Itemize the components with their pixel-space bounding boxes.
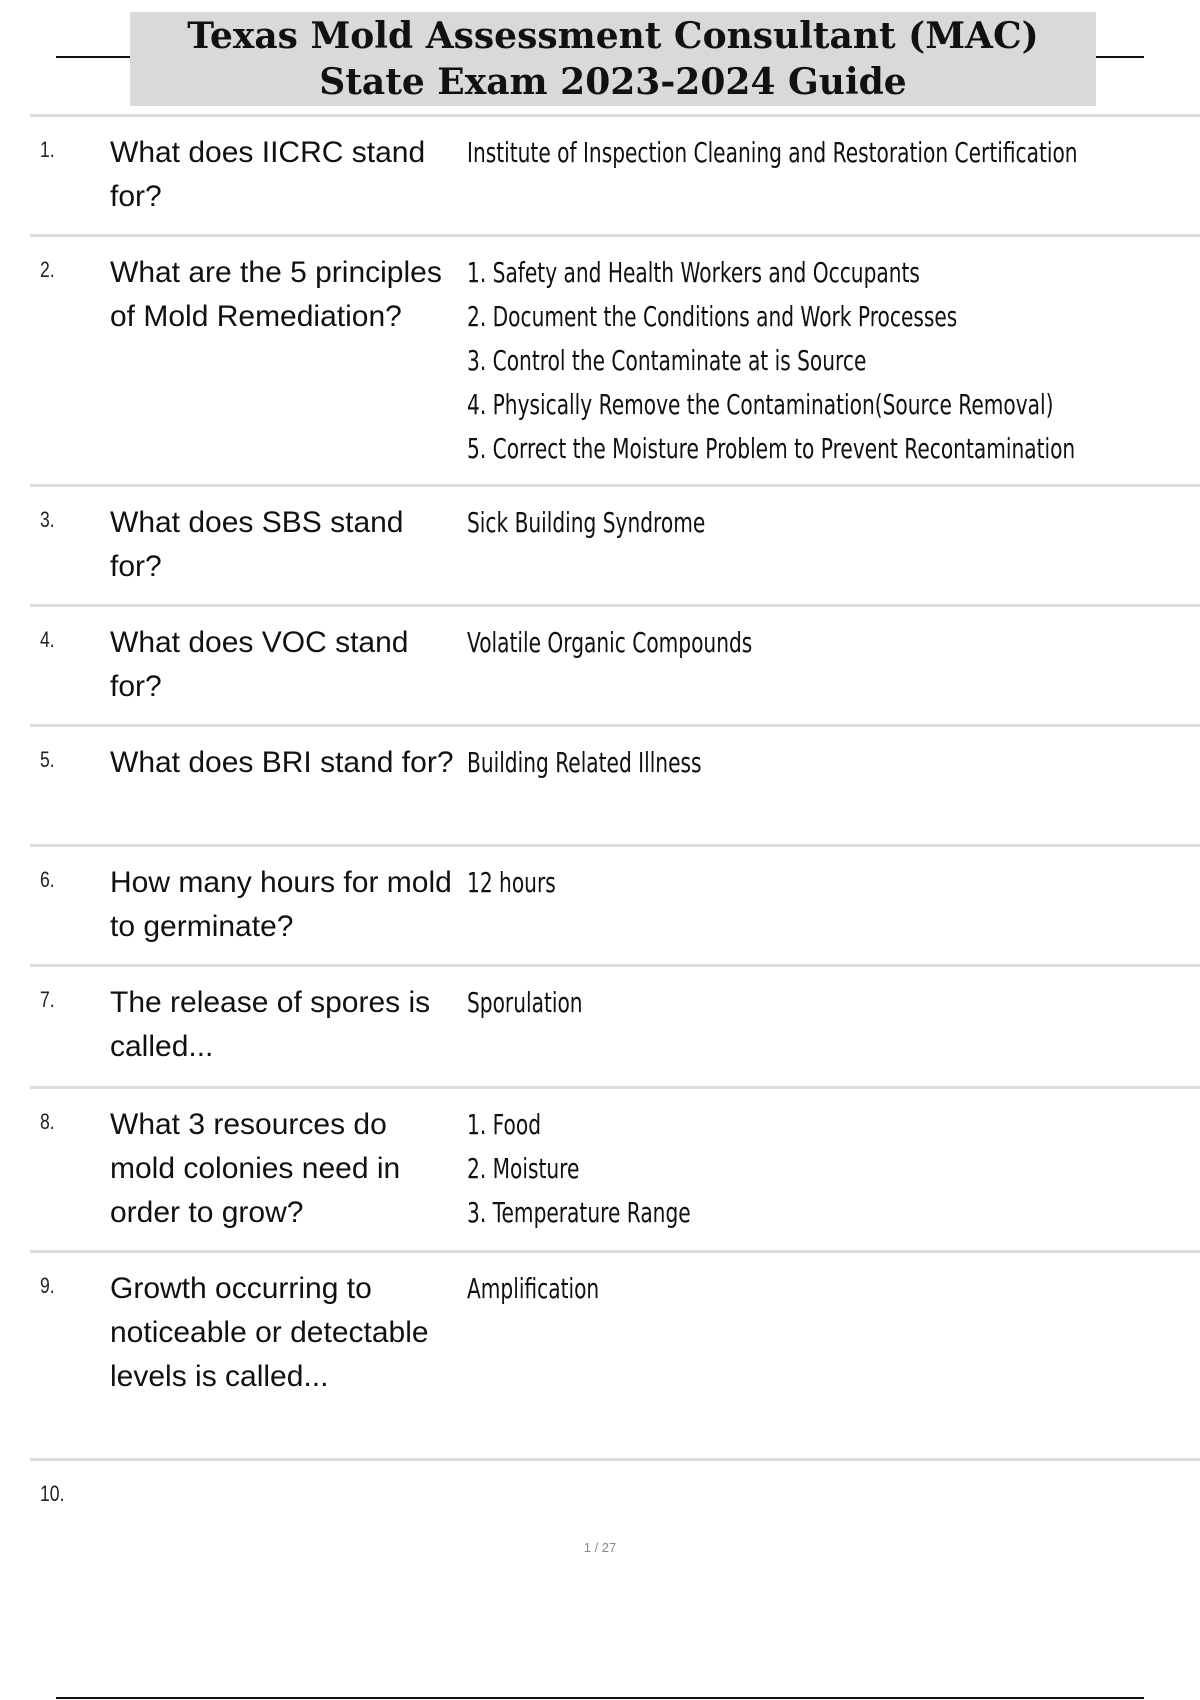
answer-line: 3. Control the Contaminate at is Source [467, 344, 867, 377]
question-number: 6. [40, 867, 55, 892]
qa-row [30, 604, 1200, 724]
answer-text [467, 981, 1187, 1025]
answer-text [467, 131, 1187, 175]
answer-line: Institute of Inspection Cleaning and Restoration Certification [467, 136, 1078, 169]
qa-row [30, 1458, 1200, 1538]
qa-row [30, 114, 1200, 234]
answer-line: 1. Safety and Health Workers and Occupants [467, 256, 920, 289]
qa-row [30, 1086, 1200, 1250]
answer-line: Sick Building Syndrome [467, 506, 706, 539]
question-number: 7. [40, 987, 55, 1012]
question-number: 4. [40, 627, 55, 652]
answer-line: Building Related Illness [467, 746, 702, 779]
question-text: What are the 5 principles of Mold Remediation? [110, 256, 442, 333]
answer-line: 1. Food [467, 1108, 541, 1141]
question-text: What does IICRC stand for? [110, 136, 426, 213]
question-text: What does SBS stand for? [110, 506, 404, 583]
answer-line: Volatile Organic Compounds [467, 626, 753, 659]
answer-text [467, 1267, 1187, 1311]
question-text: The release of spores is called... [110, 986, 431, 1063]
qa-row [30, 964, 1200, 1086]
answer-text [467, 741, 1187, 785]
answer-text [467, 501, 1187, 545]
answer-line: Sporulation [467, 986, 583, 1019]
answer-text [467, 1103, 1187, 1235]
question-text: What does VOC stand for? [110, 626, 409, 703]
footer-rule [56, 1697, 1144, 1699]
qa-row [30, 484, 1200, 604]
answer-line: 3. Temperature Range [467, 1196, 691, 1229]
title-rule-left [56, 56, 130, 58]
answer-line: 4. Physically Remove the Contamination(Source Removal) [467, 388, 1054, 421]
question-number: 8. [40, 1109, 55, 1134]
answer-line: 2. Document the Conditions and Work Processes [467, 300, 958, 333]
answer-line: 2. Moisture [467, 1152, 580, 1185]
answer-line: 12 hours [467, 866, 556, 899]
question-text: What 3 resources do mold colonies need in order to grow? [110, 1108, 401, 1229]
question-number: 10. [40, 1481, 65, 1506]
question-number: 2. [40, 257, 55, 282]
qa-list [30, 114, 1200, 1538]
title-banner [0, 12, 1200, 106]
qa-row [30, 844, 1200, 964]
question-text: How many hours for mold to germinate? [110, 866, 452, 943]
qa-row [30, 724, 1200, 844]
answer-line: 5. Correct the Moisture Problem to Prevent Recontamination [467, 432, 1076, 465]
page-indicator: 1 / 27 [583, 1540, 617, 1555]
page-title-text: Texas Mold Assessment Consultant (MAC) State Exam 2023-2024 Guide [187, 15, 1039, 103]
page-title [130, 12, 1096, 106]
answer-text [467, 861, 1187, 905]
question-number: 1. [40, 137, 55, 162]
qa-row [30, 234, 1200, 484]
question-text: Growth occurring to noticeable or detectable levels is called... [110, 1272, 429, 1393]
question-number: 9. [40, 1273, 55, 1298]
question-number: 3. [40, 507, 55, 532]
answer-text [467, 251, 1187, 471]
answer-text [467, 621, 1187, 665]
question-number: 5. [40, 747, 55, 772]
question-text: What does BRI stand for? [110, 746, 454, 779]
qa-row [30, 1250, 1200, 1458]
title-rule-right [1096, 56, 1144, 58]
answer-line: Amplification [467, 1272, 600, 1305]
